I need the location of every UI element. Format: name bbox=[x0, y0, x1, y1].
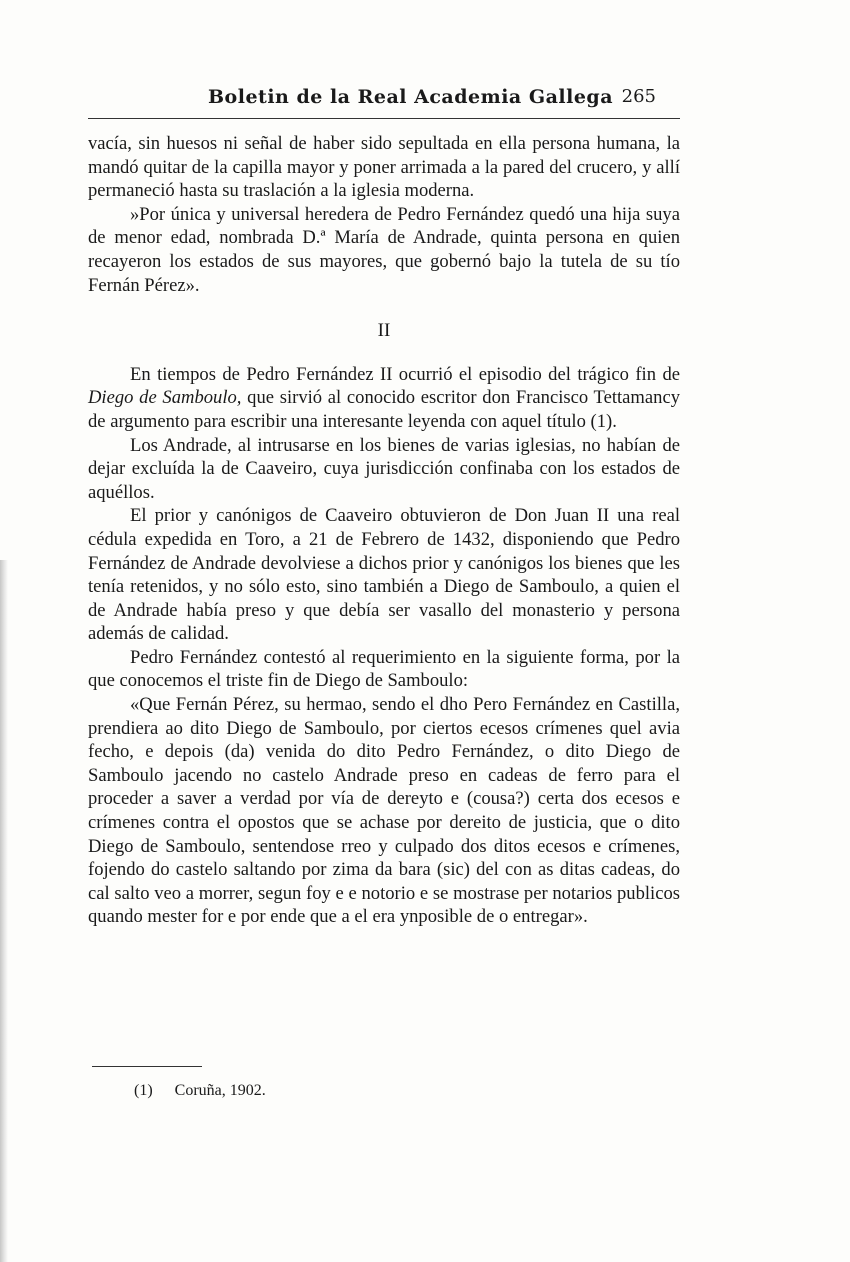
footnote bbox=[134, 1082, 266, 1100]
section-number: II bbox=[377, 320, 391, 342]
paragraph-3-before: En tiempos de Pedro Fernández II ocurrió el episodio del trágico fin de bbox=[130, 363, 680, 385]
paragraph-6: Pedro Fernández contestó al requerimiento en la siguiente forma, por la que conocemos el triste fin de Diego de Samboulo: bbox=[88, 646, 680, 692]
paragraph-3 bbox=[88, 363, 680, 434]
paragraph-4: Los Andrade, al intrusarse en los bienes de varias iglesias, no habían de dejar excluída la de Caaveiro, cuya jurisdicción confinaba con los estados de aquéllos. bbox=[88, 434, 680, 503]
running-header bbox=[88, 80, 680, 119]
footnote-text: Coruña, 1902. bbox=[174, 1082, 266, 1099]
page-number: 265 bbox=[621, 86, 656, 107]
paragraph-3-after: que sirvió al conocido escritor don Francisco Tettamancy de argumento para escribir una interesante leyenda con aquel título (1). bbox=[88, 387, 680, 432]
page-edge-shadow bbox=[0, 560, 8, 1262]
journal-title: Boletin de la Real Academia Gallega bbox=[208, 86, 614, 108]
paragraph-2: »Por única y universal heredera de Pedro Fernández quedó una hija suya de menor edad, nombrada D.ª María de Andrade, quinta persona en quien recayeron los estados de sus mayores, que gobernó bajo la tutela de su tío Fernán Pérez». bbox=[88, 203, 680, 296]
paragraph-7-quote: «Que Fernán Pérez, su hermao, sendo el dho Pero Fernández en Castilla, prendiera ao dito Diego de Samboulo, por ciertos ecesos crímenes quel avia fecho, e depois (da) venida do dito Pedro Fernández, o dito Diego de Samboulo jacendo no castelo Andrade preso en cadeas de ferro para el proceder a saver a verdad por vía de dereyto e (cousa?) certa dos ecesos e crímenes contra el opostos que se achase por dereito de justicia, que o dito Diego de Samboulo, sentendose rreo y culpado dos ditos ecesos e crímenes, fojendo do castelo saltando por zima da bara (sic) del con as ditas cadeas, do cal salto veo a morrer, segun foy e e notorio e se mostrase per notarios publicos quando mester for e por ende que a el era ynposible de o entregar». bbox=[88, 694, 680, 928]
work-title-italic: Diego de Samboulo, bbox=[88, 387, 242, 409]
paragraph-1: vacía, sin huesos ni señal de haber sido sepultada en ella persona humana, la mandó quitar de la capilla mayor y poner arrimada a la pared del crucero, y allí permaneció hasta su traslación a la iglesia moderna. bbox=[88, 133, 680, 202]
body-text bbox=[88, 132, 680, 929]
footnote-ref: (1) bbox=[134, 1082, 153, 1099]
paragraph-5: El prior y canónigos de Caaveiro obtuvieron de Don Juan II una real cédula expedida en Toro, a 21 de Febrero de 1432, disponiendo que Pedro Fernández de Andrade devolviese a dichos prior y canónigos los bienes que les tenía retenidos, y no sólo esto, sino también a Diego de Samboulo, a quien el de Andrade había preso y que debía ser vasallo del monasterio y persona además de calidad. bbox=[88, 505, 680, 645]
footnote-rule bbox=[92, 1066, 202, 1067]
